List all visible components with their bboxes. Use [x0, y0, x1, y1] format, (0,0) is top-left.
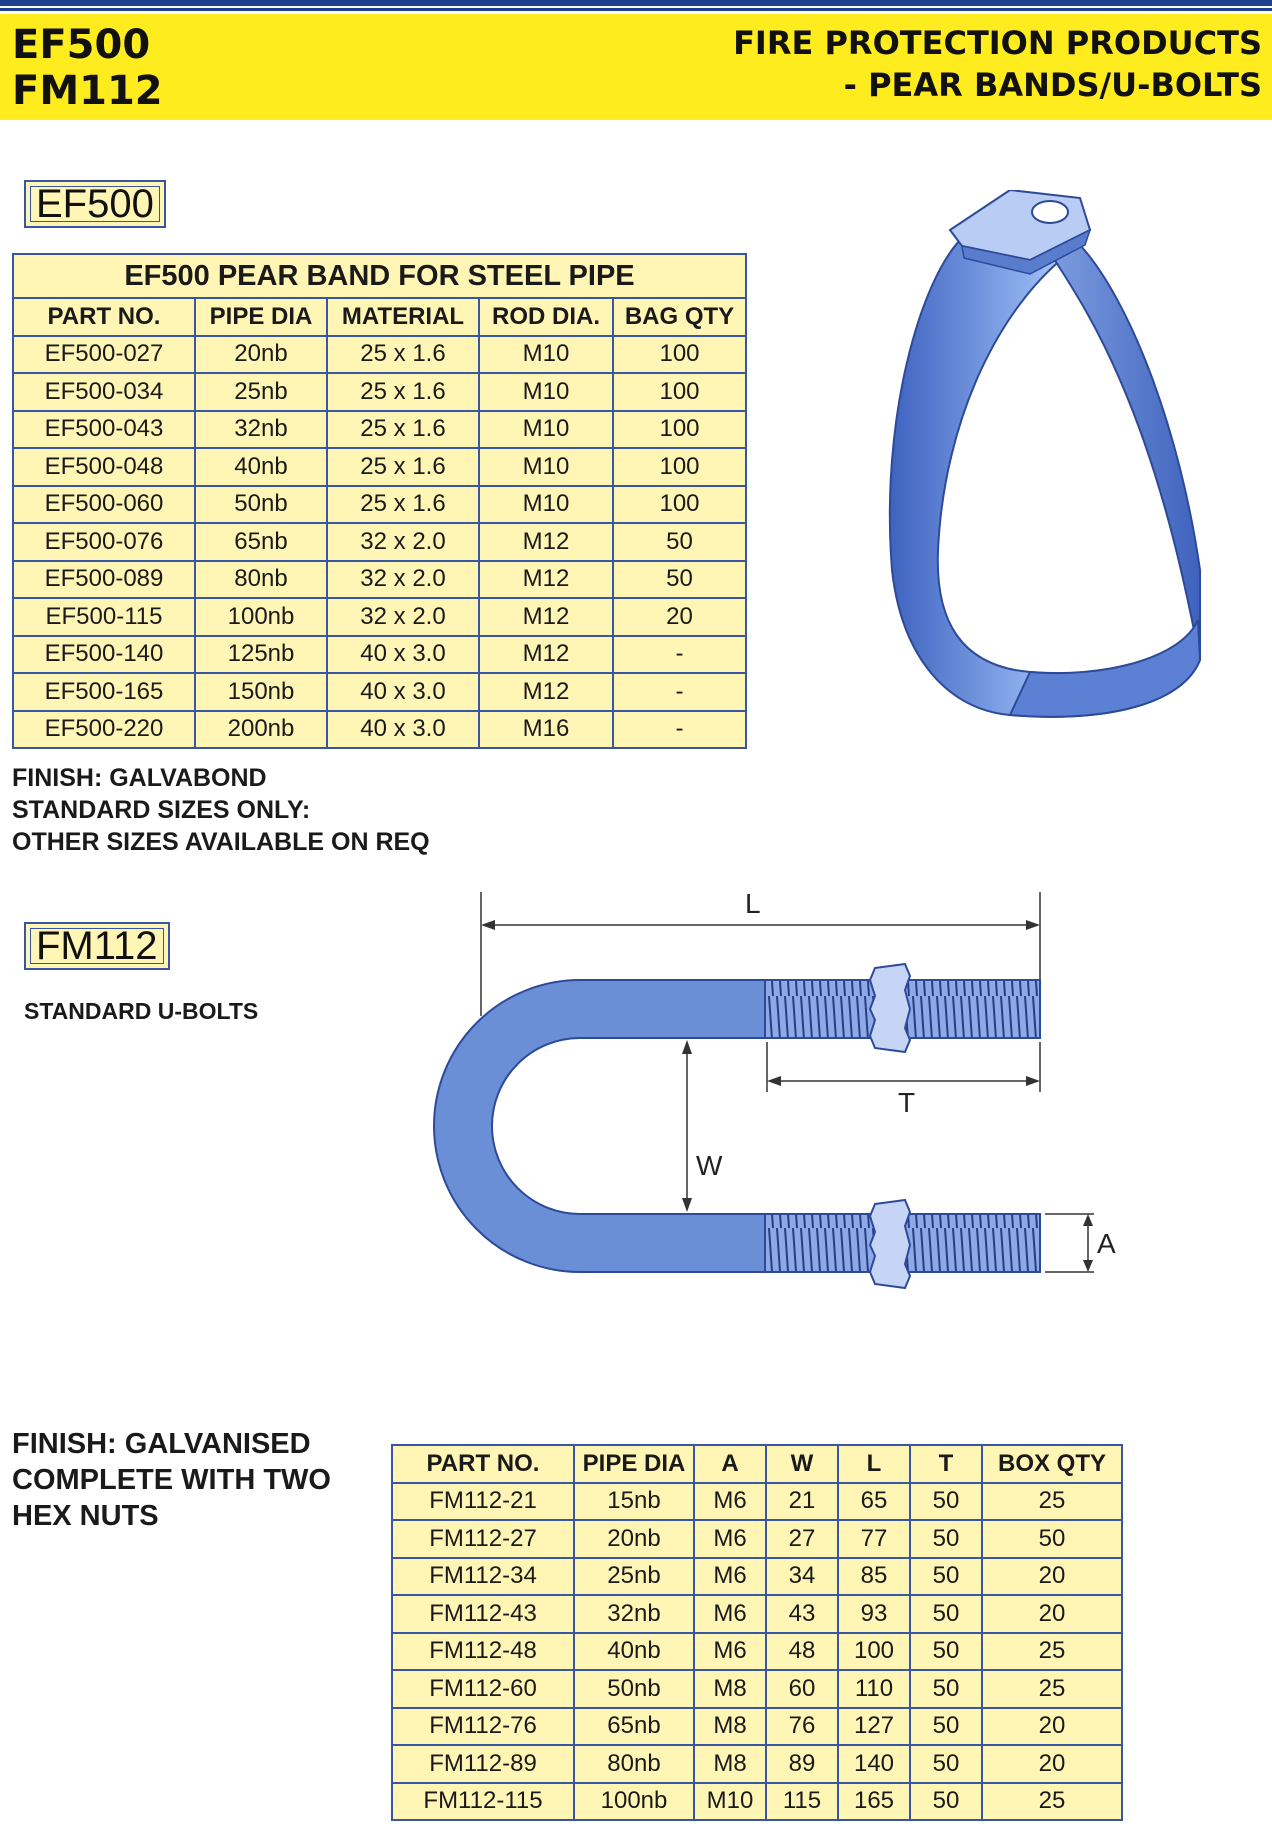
fm112-table-row-cell: FM112-43: [392, 1595, 574, 1633]
ef500-table-row: [13, 711, 746, 749]
ef500-table-row-cell: 25 x 1.6: [327, 411, 479, 449]
fm112-table-row-cell: 50: [910, 1520, 982, 1558]
ef500-table-row-cell: M10: [479, 448, 613, 486]
pear-band-outer: [890, 238, 1200, 717]
fm112-table-row-cell: 50: [910, 1783, 982, 1821]
dim-A-arrow-bottom: [1083, 1260, 1093, 1272]
fm112-header-row: [392, 1445, 1122, 1483]
fm112-table-row-cell: FM112-60: [392, 1670, 574, 1708]
ef500-table-row-cell: M12: [479, 561, 613, 599]
fm112-table-row-cell: 50: [910, 1633, 982, 1671]
fm112-col-pipe-dia: PIPE DIA: [574, 1445, 694, 1483]
fm112-table-row: [392, 1783, 1122, 1821]
ef500-note-other: OTHER SIZES AVAILABLE ON REQ: [12, 828, 430, 856]
dim-W-label: W: [696, 1150, 723, 1181]
ef500-table-row-cell: EF500-060: [13, 486, 195, 524]
fm112-table-row: [392, 1558, 1122, 1596]
ef500-table-row-cell: M12: [479, 673, 613, 711]
ef500-table-row-cell: EF500-027: [13, 336, 195, 374]
dim-W-arrow-bottom: [682, 1198, 692, 1212]
fm112-col-t: T: [910, 1445, 982, 1483]
ef500-table-row: [13, 486, 746, 524]
fm112-table-row-cell: M10: [694, 1783, 766, 1821]
fm112-table-row-cell: 80nb: [574, 1745, 694, 1783]
dim-L-label: L: [745, 888, 761, 919]
ef500-table-row-cell: 25 x 1.6: [327, 373, 479, 411]
fm112-table-row-cell: FM112-89: [392, 1745, 574, 1783]
ef500-table-row-cell: M10: [479, 373, 613, 411]
ef500-table-title: EF500 PEAR BAND FOR STEEL PIPE: [13, 254, 746, 298]
fm112-table-row-cell: 127: [838, 1708, 910, 1746]
ef500-table-row: [13, 373, 746, 411]
ef500-table-row: [13, 598, 746, 636]
fm112-table-row-cell: 32nb: [574, 1595, 694, 1633]
fm112-table-row-cell: 20: [982, 1745, 1122, 1783]
ef500-table-row-cell: 200nb: [195, 711, 327, 749]
ef500-table-row-cell: 100: [613, 373, 746, 411]
ef500-table-row-cell: 100: [613, 336, 746, 374]
fm112-table-row-cell: 34: [766, 1558, 838, 1596]
ef500-table-row-cell: 40 x 3.0: [327, 673, 479, 711]
header-code-fm112: FM112: [12, 68, 163, 114]
fm112-notes: [12, 1426, 331, 1534]
ef500-table-row-cell: 40 x 3.0: [327, 711, 479, 749]
fm112-note-finish: FINISH: GALVANISED: [12, 1428, 311, 1460]
fm112-table-row-cell: 100: [838, 1633, 910, 1671]
fm112-table-row-cell: 21: [766, 1483, 838, 1521]
ef500-table-row: [13, 336, 746, 374]
fm112-table-row-cell: 20: [982, 1558, 1122, 1596]
ef500-table-row: [13, 448, 746, 486]
fm112-table-row-cell: 76: [766, 1708, 838, 1746]
fm112-table-row-cell: FM112-34: [392, 1558, 574, 1596]
fm112-table-row-cell: 25: [982, 1670, 1122, 1708]
fm112-table-row-cell: 50nb: [574, 1670, 694, 1708]
fm112-table-row-cell: 65nb: [574, 1708, 694, 1746]
fm112-table-row-cell: 50: [910, 1483, 982, 1521]
fm112-table-row-cell: 60: [766, 1670, 838, 1708]
ef500-table-row-cell: EF500-048: [13, 448, 195, 486]
fm112-table-row-cell: 115: [766, 1783, 838, 1821]
ef500-table-row-cell: 25nb: [195, 373, 327, 411]
pear-band-bottom: [1010, 620, 1200, 717]
ef500-table-row-cell: 100: [613, 411, 746, 449]
ef500-table-row-cell: M10: [479, 336, 613, 374]
pear-band-inner: [1050, 245, 1200, 660]
ef500-col-part-no: PART NO.: [13, 298, 195, 336]
header-codes: [12, 22, 163, 114]
dim-A-arrow-top: [1083, 1214, 1093, 1226]
ef500-table-row-cell: M12: [479, 523, 613, 561]
fm112-col-a: A: [694, 1445, 766, 1483]
ef500-table-row-cell: 32nb: [195, 411, 327, 449]
fm112-table-row-cell: 25: [982, 1633, 1122, 1671]
header-title: [733, 22, 1262, 106]
ef500-table-row-cell: -: [613, 636, 746, 674]
header-title-line-1: FIRE PROTECTION PRODUCTS: [733, 24, 1262, 62]
u-bolt-body: [434, 980, 765, 1272]
fm112-table-row-cell: M6: [694, 1558, 766, 1596]
dim-L-arrow-left: [481, 920, 495, 930]
hex-nut-bottom: [870, 1200, 910, 1288]
ef500-table-row-cell: M12: [479, 636, 613, 674]
ef500-table-row-cell: EF500-220: [13, 711, 195, 749]
fm112-table-row-cell: 50: [910, 1558, 982, 1596]
ef500-table-row-cell: 50: [613, 561, 746, 599]
fm112-table-row-cell: 25: [982, 1483, 1122, 1521]
dim-T-label: T: [898, 1087, 916, 1118]
fm112-table-row-cell: 50: [910, 1670, 982, 1708]
ef500-table-row-cell: M12: [479, 598, 613, 636]
fm112-table-row: [392, 1633, 1122, 1671]
fm112-table-row-cell: M8: [694, 1745, 766, 1783]
ef500-note-standard: STANDARD SIZES ONLY:: [12, 796, 311, 824]
fm112-table-row-cell: 50: [910, 1745, 982, 1783]
fm112-table-row-cell: 110: [838, 1670, 910, 1708]
fm112-note-hex-nuts: HEX NUTS: [12, 1500, 159, 1532]
ef500-table-row-cell: EF500-043: [13, 411, 195, 449]
ef500-col-material: MATERIAL: [327, 298, 479, 336]
ef500-table-row-cell: EF500-165: [13, 673, 195, 711]
fm112-table-row: [392, 1708, 1122, 1746]
fm112-table-row: [392, 1483, 1122, 1521]
fm112-table-row-cell: 20: [982, 1708, 1122, 1746]
fm112-col-box-qty: BOX QTY: [982, 1445, 1122, 1483]
fm112-table-row-cell: FM112-27: [392, 1520, 574, 1558]
fm112-table-row-cell: FM112-115: [392, 1783, 574, 1821]
pear-band-rod-hole: [1032, 201, 1068, 223]
fm112-table-row-cell: 20: [982, 1595, 1122, 1633]
hex-nut-top: [870, 964, 910, 1052]
fm112-col-part-no: PART NO.: [392, 1445, 574, 1483]
dim-W-arrow-top: [682, 1040, 692, 1054]
fm112-table-row-cell: 100nb: [574, 1783, 694, 1821]
fm112-table-row-cell: 20nb: [574, 1520, 694, 1558]
fm112-table-row-cell: FM112-48: [392, 1633, 574, 1671]
ef500-table-row-cell: M10: [479, 411, 613, 449]
fm112-table-row: [392, 1520, 1122, 1558]
ef500-table-row: [13, 523, 746, 561]
fm112-table-row-cell: M6: [694, 1520, 766, 1558]
pear-band-illustration: [880, 190, 1240, 730]
fm112-table-row-cell: 89: [766, 1745, 838, 1783]
header-code-ef500: EF500: [12, 22, 151, 68]
ef500-col-pipe-dia: PIPE DIA: [195, 298, 327, 336]
dim-T-arrow-right: [1026, 1076, 1040, 1086]
ef500-table-row: [13, 561, 746, 599]
fm112-table-row-cell: M8: [694, 1708, 766, 1746]
ef500-table-row: [13, 411, 746, 449]
top-rule-thin: [0, 8, 1272, 11]
ef500-table-row-cell: M10: [479, 486, 613, 524]
fm112-col-l: L: [838, 1445, 910, 1483]
fm112-note-complete: COMPLETE WITH TWO: [12, 1464, 331, 1496]
ef500-table-row-cell: EF500-089: [13, 561, 195, 599]
ef500-table-row-cell: EF500-115: [13, 598, 195, 636]
top-rule: [0, 0, 1272, 6]
fm112-table-row: [392, 1670, 1122, 1708]
fm112-table-row-cell: 48: [766, 1633, 838, 1671]
fm112-table-row-cell: 43: [766, 1595, 838, 1633]
ef500-table-row-cell: EF500-140: [13, 636, 195, 674]
ef500-table-row-cell: -: [613, 711, 746, 749]
ef500-table-row-cell: -: [613, 673, 746, 711]
header-title-line-2: - PEAR BANDS/U-BOLTS: [843, 66, 1262, 104]
ef500-table-row-cell: 50: [613, 523, 746, 561]
ef500-header-row: [13, 298, 746, 336]
fm112-table-row: [392, 1745, 1122, 1783]
ef500-table-row-cell: 100: [613, 448, 746, 486]
ef500-table-row-cell: EF500-076: [13, 523, 195, 561]
fm112-table-row-cell: 27: [766, 1520, 838, 1558]
ef500-table-row-cell: 100nb: [195, 598, 327, 636]
fm112-table-row-cell: 25nb: [574, 1558, 694, 1596]
fm112-table-row-cell: 25: [982, 1783, 1122, 1821]
fm112-code-box: FM112: [24, 922, 170, 970]
fm112-table-row-cell: 50: [982, 1520, 1122, 1558]
fm112-table-row-cell: M6: [694, 1595, 766, 1633]
ef500-table-row: [13, 673, 746, 711]
fm112-table-row-cell: M8: [694, 1670, 766, 1708]
ef500-note-finish: FINISH: GALVABOND: [12, 764, 267, 792]
fm112-table-row-cell: M6: [694, 1633, 766, 1671]
fm112-table-row-cell: FM112-21: [392, 1483, 574, 1521]
ef500-table-row-cell: 32 x 2.0: [327, 598, 479, 636]
ef500-table-row-cell: 20: [613, 598, 746, 636]
ef500-code-box: EF500: [24, 180, 166, 228]
fm112-table-row-cell: 40nb: [574, 1633, 694, 1671]
fm112-table-row-cell: 15nb: [574, 1483, 694, 1521]
fm112-table-row-cell: M6: [694, 1483, 766, 1521]
ef500-table: [12, 253, 747, 749]
ef500-table-row-cell: 25 x 1.6: [327, 448, 479, 486]
ef500-table-row-cell: 65nb: [195, 523, 327, 561]
fm112-table-row-cell: 65: [838, 1483, 910, 1521]
ef500-table-row-cell: 40 x 3.0: [327, 636, 479, 674]
ef500-table-row-cell: 125nb: [195, 636, 327, 674]
ef500-table-row-cell: 80nb: [195, 561, 327, 599]
ef500-table-row-cell: 25 x 1.6: [327, 336, 479, 374]
fm112-table: [391, 1444, 1123, 1821]
ef500-table-row-cell: 40nb: [195, 448, 327, 486]
ef500-col-bag-qty: BAG QTY: [613, 298, 746, 336]
fm112-table-row: [392, 1595, 1122, 1633]
ef500-table-row: [13, 636, 746, 674]
fm112-table-row-cell: 140: [838, 1745, 910, 1783]
fm112-table-row-cell: 93: [838, 1595, 910, 1633]
dim-A-label: A: [1097, 1228, 1116, 1259]
fm112-table-row-cell: 85: [838, 1558, 910, 1596]
fm112-table-row-cell: FM112-76: [392, 1708, 574, 1746]
ef500-col-rod-dia: ROD DIA.: [479, 298, 613, 336]
dim-T-arrow-left: [767, 1076, 781, 1086]
fm112-table-row-cell: 50: [910, 1595, 982, 1633]
ef500-table-row-cell: 25 x 1.6: [327, 486, 479, 524]
ef500-table-row-cell: EF500-034: [13, 373, 195, 411]
fm112-table-row-cell: 165: [838, 1783, 910, 1821]
ef500-table-row-cell: M16: [479, 711, 613, 749]
ef500-table-row-cell: 150nb: [195, 673, 327, 711]
u-bolt-diagram: [400, 880, 1140, 1400]
ef500-table-row-cell: 20nb: [195, 336, 327, 374]
ef500-table-row-cell: 32 x 2.0: [327, 561, 479, 599]
ef500-table-row-cell: 100: [613, 486, 746, 524]
ef500-table-row-cell: 50nb: [195, 486, 327, 524]
ef500-table-row-cell: 32 x 2.0: [327, 523, 479, 561]
fm112-table-row-cell: 50: [910, 1708, 982, 1746]
ef500-notes: [12, 762, 430, 858]
dim-L-arrow-right: [1026, 920, 1040, 930]
fm112-subtitle: STANDARD U-BOLTS: [24, 998, 259, 1024]
fm112-table-row-cell: 77: [838, 1520, 910, 1558]
fm112-col-w: W: [766, 1445, 838, 1483]
